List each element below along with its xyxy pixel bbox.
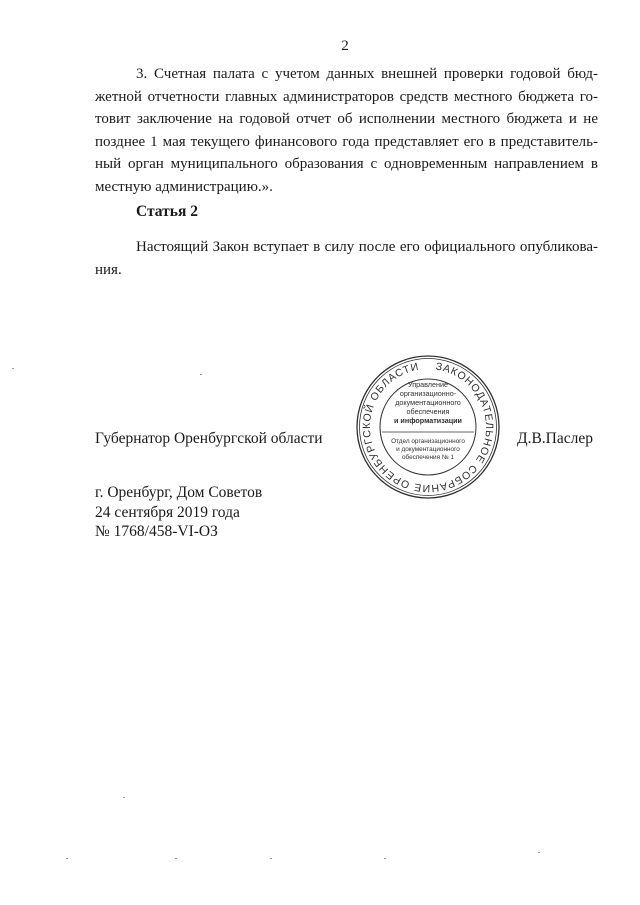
scan-speck: [66, 858, 68, 859]
signing-date: 24 сентября 2019 года: [95, 504, 240, 521]
seal-outer-text-path: ЗАКОНОДАТЕЛЬНОЕ СОБРАНИЕ ОРЕНБУРГСКОЙ ОБЛАСТИ: [360, 360, 496, 495]
signatory-name: Д.В.Паслер: [517, 430, 593, 447]
scan-speck: [123, 797, 125, 798]
paragraph-2: [95, 236, 598, 281]
official-seal-stamp: [353, 352, 503, 502]
seal-inner-line: и информатизации: [394, 416, 462, 425]
paragraph-1-line: местную администрацию.».: [95, 178, 273, 195]
scan-speck: [200, 374, 202, 375]
law-number: № 1768/458-VI-ОЗ: [95, 523, 218, 540]
scan-speck: [12, 368, 14, 369]
seal-inner-line: Управление: [408, 380, 448, 389]
scan-speck: [270, 858, 272, 859]
seal-inner-line: документационного: [395, 398, 461, 407]
seal-bottom-line: обеспечения № 1: [401, 454, 455, 461]
seal-inner-line: обеспечения: [406, 407, 450, 416]
seal-bottom-text: [391, 438, 465, 461]
seal-bottom-line: Отдел организационного: [391, 438, 465, 445]
seal-inner-line: организационно-: [399, 389, 457, 398]
paragraph-2-line: ния.: [95, 261, 122, 278]
paragraph-1: [95, 63, 598, 199]
paragraph-1-line: позднее 1 мая текущего финансового года представляет его в представитель-: [95, 133, 598, 150]
signing-place: г. Оренбург, Дом Советов: [95, 484, 263, 501]
paragraph-1-line: жетной отчетности главных администраторов средств местного бюджета го-: [95, 88, 598, 105]
scan-speck: [384, 858, 386, 859]
page-number: 2: [341, 38, 349, 54]
paragraph-1-line: 3. Счетная палата с учетом данных внешней проверки годовой бюд-: [136, 66, 598, 82]
scan-speck: [175, 858, 177, 859]
signatory-title: Губернатор Оренбургской области: [95, 430, 323, 447]
paragraph-1-line: товит заключение на годовой отчет об исполнении местного бюджета и не: [95, 111, 598, 128]
paragraph-1-line: ный орган муниципального образования с одновременным направлением в: [95, 156, 598, 173]
scan-speck: [538, 852, 540, 853]
article-title: Статья 2: [136, 203, 198, 220]
seal-inner-text: [394, 380, 462, 425]
seal-bottom-line: и документационного: [396, 446, 460, 453]
paragraph-2-line: Настоящий Закон вступает в силу после его официального опубликова-: [136, 239, 598, 255]
